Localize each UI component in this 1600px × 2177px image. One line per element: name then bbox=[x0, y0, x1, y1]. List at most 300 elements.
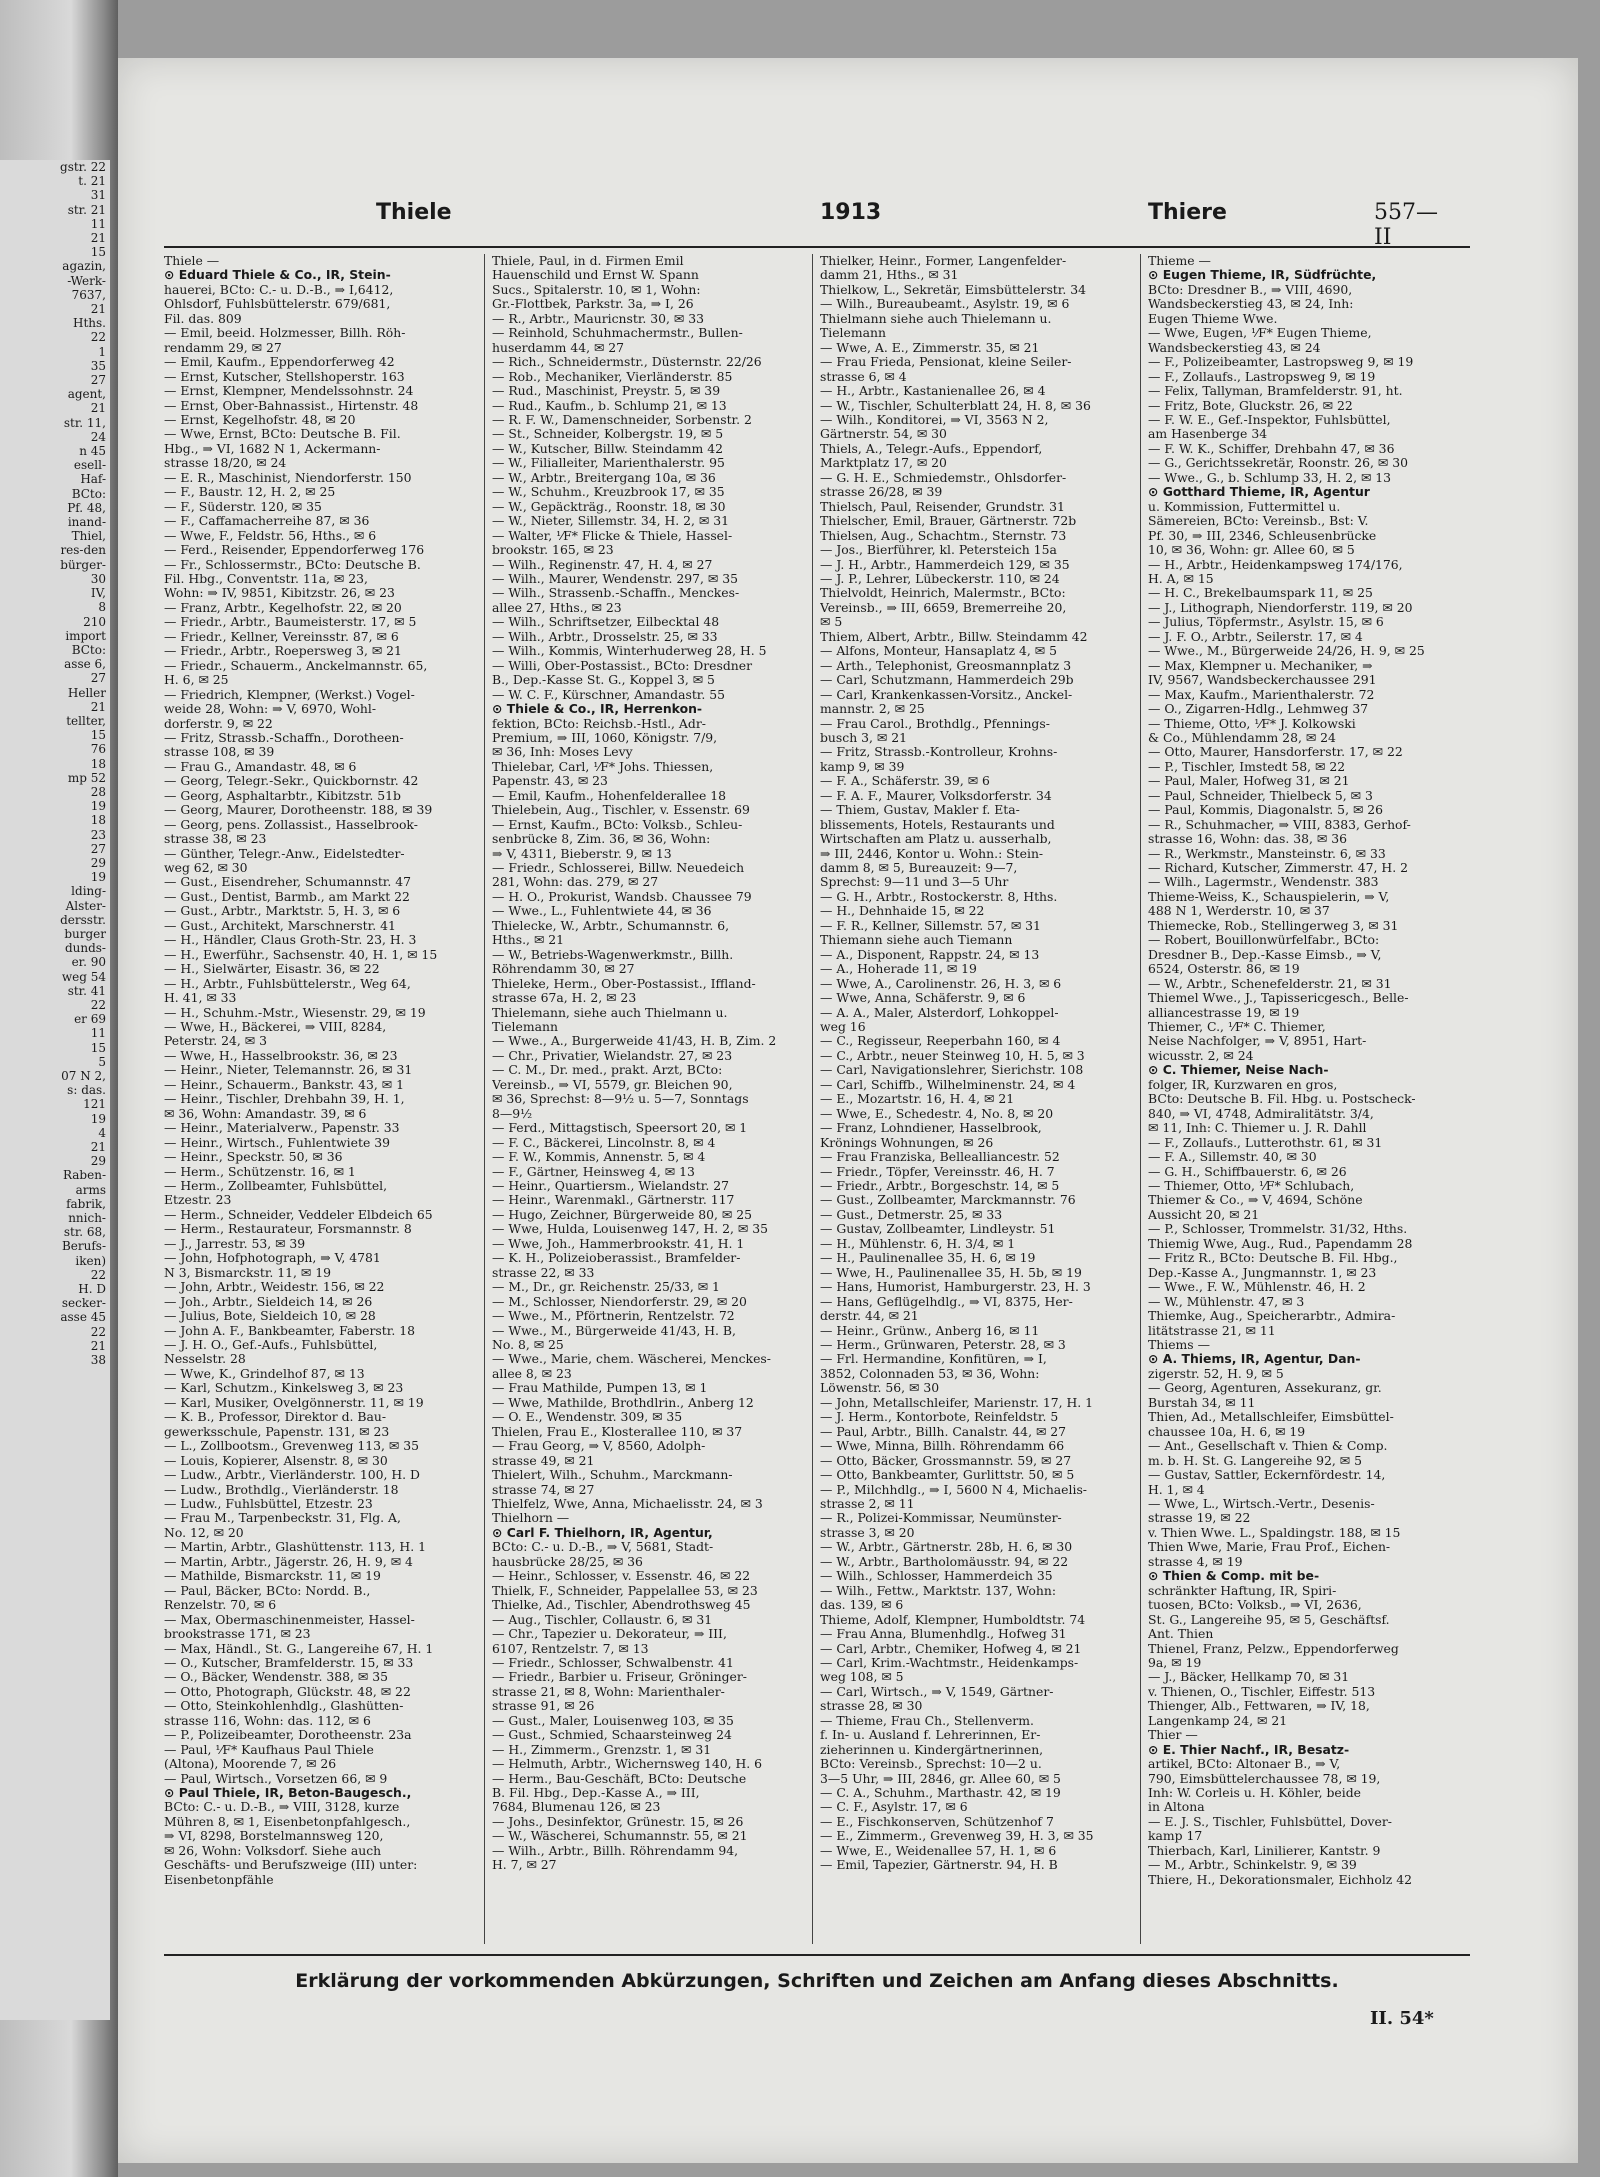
entry-line: Thielebein, Aug., Tischler, v. Essenstr. 69 bbox=[492, 803, 750, 818]
entry-line: — Wwe, L., Wirtsch.-Vertr., Desenis- bbox=[1148, 1496, 1375, 1511]
entry-line: — P., Polizeibeamter, Dorotheenstr. 23a bbox=[164, 1728, 412, 1743]
entry-line: — Wilh., Lagermstr., Wendenstr. 383 bbox=[1148, 875, 1379, 890]
previous-page-line: 15 bbox=[90, 728, 106, 743]
previous-page-line: Haf- bbox=[80, 472, 106, 487]
previous-page-line: Hths. bbox=[73, 316, 106, 331]
previous-page-line: weg 54 bbox=[61, 969, 106, 984]
entry-line: wicusstr. 2, ✉ 24 bbox=[1148, 1048, 1254, 1063]
entry-line: — W., Mühlenstr. 47, ✉ 3 bbox=[1148, 1294, 1305, 1309]
entry-line: — H., Dehnhaide 15, ✉ 22 bbox=[820, 904, 985, 919]
previous-page-line: n 45 bbox=[79, 444, 106, 459]
entry-line: — Georg, Asphaltarbtr., Kibitzstr. 51b bbox=[164, 788, 401, 803]
entry-line: — Wwe., M., Bürgerweide 24/26, H. 9, ✉ 25 bbox=[1148, 644, 1425, 659]
entry-line: — F. A. F., Maurer, Volksdorferstr. 34 bbox=[820, 788, 1052, 803]
entry-line: — Frau Anna, Blumenhdlg., Hofweg 31 bbox=[820, 1627, 1067, 1642]
entry-line: — Thiem, Gustav, Makler f. Eta- bbox=[820, 803, 1020, 818]
entry-line: — Otto, Bankbeamter, Gurlittstr. 50, ✉ 5 bbox=[820, 1468, 1075, 1483]
entry-line: — Paul, ⅟F* Kaufhaus Paul Thiele bbox=[164, 1742, 374, 1757]
entry-line: H. A, ✉ 15 bbox=[1148, 571, 1214, 586]
previous-page-line: mp 52 bbox=[67, 770, 106, 785]
entry-line: weg 108, ✉ 5 bbox=[820, 1670, 904, 1685]
entry-line: — G. H., Schiffbauerstr. 6, ✉ 26 bbox=[1148, 1164, 1347, 1179]
previous-page-line: er 69 bbox=[74, 1012, 106, 1027]
entry-line: Thiere, H., Dekorationsmaler, Eichholz 42 bbox=[1148, 1872, 1413, 1887]
entry-line: — Robert, Bouillonwürfelfabr., BCto: bbox=[1148, 933, 1380, 948]
entry-line: & Co., Mühlendamm 28, ✉ 24 bbox=[1148, 730, 1336, 745]
entry-line: ⊙ Eugen Thieme, IR, Südfrüchte, bbox=[1148, 268, 1377, 283]
entry-line: strasse 16, Wohn: das. 38, ✉ 36 bbox=[1148, 832, 1347, 847]
previous-page-line: 18 bbox=[90, 813, 106, 828]
entry-line: — Wwe, Ernst, BCto: Deutsche B. Fil. bbox=[164, 427, 401, 442]
entry-line: — Frau Carol., Brothdlg., Pfennings- bbox=[820, 716, 1050, 731]
entry-line: — E., Fischkonserven, Schützenhof 7 bbox=[820, 1814, 1054, 1829]
entry-line: BCto: C.- u. D.-B., ⇒ VIII, 3128, kurze bbox=[164, 1800, 400, 1815]
entry-line: — Gustav, Zollbeamter, Lindleystr. 51 bbox=[820, 1222, 1056, 1237]
entry-line: — Emil, beeid. Holzmesser, Billh. Röh- bbox=[164, 326, 406, 341]
entry-line: — Carl, Arbtr., Chemiker, Hofweg 4, ✉ 21 bbox=[820, 1641, 1082, 1656]
entry-line: — A., Disponent, Rappstr. 24, ✉ 13 bbox=[820, 947, 1040, 962]
column-3 bbox=[820, 254, 1141, 1944]
entry-line: rendamm 29, ✉ 27 bbox=[164, 340, 282, 355]
entry-line: — Frau Mathilde, Pumpen 13, ✉ 1 bbox=[492, 1381, 708, 1396]
entry-line: — Heinr., Tischler, Drehbahn 39, H. 1, bbox=[164, 1092, 405, 1107]
previous-page-line: 1 bbox=[98, 344, 106, 359]
previous-page-line: 15 bbox=[90, 245, 106, 260]
entry-line: — Fritz, Bote, Gluckstr. 26, ✉ 22 bbox=[1148, 398, 1353, 413]
entry-line: — R., Arbtr., Mauricnstr. 30, ✉ 33 bbox=[492, 311, 705, 326]
entry-line: Thielsch, Paul, Reisender, Grundstr. 31 bbox=[820, 499, 1065, 514]
entry-line: artikel, BCto: Altonaer B., ⇒ V, bbox=[1148, 1757, 1341, 1772]
previous-page-line: 22 bbox=[90, 1324, 106, 1339]
previous-page-line: Berufs- bbox=[61, 1239, 106, 1254]
entry-line: weg 62, ✉ 30 bbox=[164, 861, 248, 876]
entry-line: — W., Arbtr., Gärtnerstr. 28b, H. 6, ✉ 30 bbox=[820, 1540, 1073, 1555]
previous-page-line: agent, bbox=[67, 387, 106, 402]
entry-line: Thielemann, siehe auch Thielmann u. bbox=[492, 1005, 728, 1020]
entry-line: — Wilh., Strassenb.-Schaffn., Menckes- bbox=[492, 586, 740, 601]
entry-line: — Wwe, K., Grindelhof 87, ✉ 13 bbox=[164, 1366, 365, 1381]
entry-line: — O., Kutscher, Bramfelderstr. 15, ✉ 33 bbox=[164, 1655, 414, 1670]
entry-line: — Frau M., Tarpenbeckstr. 31, Flg. A, bbox=[164, 1511, 401, 1526]
entry-line: Thiele, Paul, in d. Firmen Emil bbox=[492, 254, 684, 268]
entry-line: Pf. 30, ⇒ III, 2346, Schleusenbrücke bbox=[1148, 528, 1377, 543]
entry-line: Ant. Thien bbox=[1148, 1627, 1214, 1642]
entry-line: — Paul, Schneider, Thielbeck 5, ✉ 3 bbox=[1148, 788, 1373, 803]
entry-line: — Johs., Desinfektor, Grünestr. 15, ✉ 26 bbox=[492, 1814, 744, 1829]
entry-line: ⊙ Thiele & Co., IR, Herrenkon- bbox=[492, 702, 703, 717]
header-page-number: 557—II bbox=[1374, 200, 1438, 250]
entry-line: busch 3, ✉ 21 bbox=[820, 730, 907, 745]
entry-line: — Gust., Detmerstr. 25, ✉ 33 bbox=[820, 1207, 1003, 1222]
entry-line: — Hans, Humorist, Hamburgerstr. 23, H. 3 bbox=[820, 1280, 1091, 1295]
previous-page-line: 4 bbox=[98, 1125, 106, 1140]
entry-line: — Ernst, Kegelhofstr. 48, ✉ 20 bbox=[164, 412, 356, 427]
entry-line: — K. B., Professor, Direktor d. Bau- bbox=[164, 1410, 387, 1425]
entry-line: — Gust., Architekt, Marschnerstr. 41 bbox=[164, 918, 396, 933]
entry-line: mannstr. 2, ✉ 25 bbox=[820, 702, 925, 717]
entry-line: ✉ 36, Inh: Moses Levy bbox=[492, 745, 633, 760]
entry-line: Wirtschaften am Platz u. ausserhalb, bbox=[820, 832, 1052, 847]
entry-line: strasse 116, Wohn: das. 112, ✉ 6 bbox=[164, 1713, 371, 1728]
previous-page-line: 31 bbox=[90, 188, 106, 203]
entry-line: — F., Gärtner, Heinsweg 4, ✉ 13 bbox=[492, 1164, 695, 1179]
entry-line: — F., Zollaufs., Lastropsweg 9, ✉ 19 bbox=[1148, 369, 1376, 384]
entry-line: — Heinr., Speckstr. 50, ✉ 36 bbox=[164, 1150, 343, 1165]
entry-line: dorferstr. 9, ✉ 22 bbox=[164, 716, 273, 731]
entry-line: — Heinr., Materialverw., Papenstr. 33 bbox=[164, 1121, 400, 1136]
column-1 bbox=[164, 254, 485, 1944]
entry-line: — Fritz, Strassb.-Schaffn., Dorotheen- bbox=[164, 730, 404, 745]
entry-line: — L., Zollbootsm., Grevenweg 113, ✉ 35 bbox=[164, 1439, 420, 1454]
entry-line: — Georg, pens. Zollassist., Hasselbrook- bbox=[164, 817, 418, 832]
entry-line: — K. H., Polizeioberassist., Bramfelder- bbox=[492, 1251, 741, 1266]
entry-line: — Carl, Krim.-Wachtmstr., Heidenkamps- bbox=[820, 1655, 1079, 1670]
entry-line: — Wwe, A., Carolinenstr. 26, H. 3, ✉ 6 bbox=[820, 976, 1062, 991]
entry-line: — Gust., Schmied, Schaarsteinweg 24 bbox=[492, 1728, 732, 1743]
entry-line: St. G., Langereihe 95, ✉ 5, Geschäftsf. bbox=[1148, 1612, 1390, 1627]
entry-line: — Carl, Wirtsch., ⇒ V, 1549, Gärtner- bbox=[820, 1684, 1054, 1699]
entry-line: — Georg, Agenturen, Assekuranz, gr. bbox=[1148, 1381, 1382, 1396]
entry-line: — Franz, Lohndiener, Hasselbrook, bbox=[820, 1121, 1042, 1136]
entry-line: Thieme, Adolf, Klempner, Humboldtstr. 74 bbox=[820, 1612, 1086, 1627]
entry-line: — Wilh., Arbtr., Drosselstr. 25, ✉ 33 bbox=[492, 629, 718, 644]
previous-page-line: 7637, bbox=[71, 287, 106, 302]
previous-page-line: str. 41 bbox=[67, 983, 106, 998]
entry-line: — H., Arbtr., Kastanienallee 26, ✉ 4 bbox=[820, 384, 1046, 399]
entry-line: — Wwe., A., Burgerweide 41/43, H. B, Zim. 2 bbox=[492, 1034, 777, 1049]
entry-line: — Wwe, H., Paulinenallee 35, H. 5b, ✉ 19 bbox=[820, 1265, 1082, 1280]
previous-page-line: asse 6, bbox=[64, 657, 106, 672]
entry-line: ⊙ Thien & Comp. mit be- bbox=[1148, 1569, 1320, 1584]
entry-line: — E. J. S., Tischler, Fuhlsbüttel, Dover- bbox=[1148, 1814, 1392, 1829]
entry-line: strasse 38, ✉ 23 bbox=[164, 832, 267, 847]
entry-line: — F. W. K., Schiffer, Drehbahn 47, ✉ 36 bbox=[1148, 441, 1395, 456]
entry-line: strasse 49, ✉ 21 bbox=[492, 1453, 595, 1468]
previous-page-line: 22 bbox=[90, 997, 106, 1012]
entry-line: — E., Zimmerm., Grevenweg 39, H. 3, ✉ 35 bbox=[820, 1829, 1094, 1844]
entry-line: ⊙ A. Thiems, IR, Agentur, Dan- bbox=[1148, 1352, 1361, 1367]
entry-line: 6107, Rentzelstr. 7, ✉ 13 bbox=[492, 1641, 649, 1656]
entry-line: — Wwe., F. W., Mühlenstr. 46, H. 2 bbox=[1148, 1280, 1366, 1295]
entry-line: — Max, Klempner u. Mechaniker, ⇒ bbox=[1148, 658, 1373, 673]
previous-page-line: 18 bbox=[90, 756, 106, 771]
entry-line: Gr.-Flottbek, Parkstr. 3a, ⇒ I, 26 bbox=[492, 297, 694, 312]
entry-line: Eisenbetonpfähle bbox=[164, 1872, 274, 1887]
entry-line: Papenstr. 43, ✉ 23 bbox=[492, 774, 608, 789]
entry-line: — Wilh., Schlosser, Hammerdeich 35 bbox=[820, 1569, 1053, 1584]
entry-line: — G. H. E., Schmiedemstr., Ohlsdorfer- bbox=[820, 470, 1067, 485]
entry-line: — Max, Händl., St. G., Langereihe 67, H. 1 bbox=[164, 1641, 434, 1656]
entry-line: — Friedr., Kellner, Vereinsstr. 87, ✉ 6 bbox=[164, 629, 399, 644]
entry-line: Premium, ⇒ III, 1060, Königstr. 7/9, bbox=[492, 730, 718, 745]
entry-line: — Rud., Maschinist, Preystr. 5, ✉ 39 bbox=[492, 384, 721, 399]
previous-page-line: 29 bbox=[90, 855, 106, 870]
entry-line: Thiemer, C., ⅟F* C. Thiemer, bbox=[1148, 1020, 1326, 1035]
entry-line: — W., Arbtr., Schenefelderstr. 21, ✉ 31 bbox=[1148, 976, 1392, 991]
entry-line: — F. W., Kommis, Annenstr. 5, ✉ 4 bbox=[492, 1150, 706, 1165]
previous-page-line: 19 bbox=[90, 799, 106, 814]
entry-line: Dresdner B., Dep.-Kasse Eimsb., ⇒ V, bbox=[1148, 947, 1382, 962]
entry-line: — J. H., Arbtr., Hammerdeich 129, ✉ 35 bbox=[820, 557, 1070, 572]
entry-line: v. Thienen, O., Tischler, Eiffestr. 513 bbox=[1148, 1684, 1376, 1699]
entry-line: — Paul, Wirtsch., Vorsetzen 66, ✉ 9 bbox=[164, 1771, 388, 1786]
previous-page-line: 5 bbox=[98, 1054, 106, 1069]
entry-line: Mühren 8, ✉ 1, Eisenbetonpfahlgesch., bbox=[164, 1814, 411, 1829]
previous-page-line: 21 bbox=[90, 231, 106, 246]
entry-line: — Friedrich, Klempner, (Werkst.) Vogel- bbox=[164, 687, 415, 702]
entry-line: Thielsen, Aug., Schachtm., Sternstr. 73 bbox=[820, 528, 1067, 543]
previous-page-line: er. 90 bbox=[71, 955, 106, 970]
entry-line: — H., Mühlenstr. 6, H. 3/4, ✉ 1 bbox=[820, 1236, 1016, 1251]
entry-line: ✉ 11, Inh: C. Thiemer u. J. R. Dahll bbox=[1148, 1121, 1367, 1136]
entry-line: — Wilh., Maurer, Wendenstr. 297, ✉ 35 bbox=[492, 571, 738, 586]
entry-line: — Frau Franziska, Bellealliancestr. 52 bbox=[820, 1150, 1060, 1165]
entry-line: — Paul, Arbtr., Billh. Canalstr. 44, ✉ 27 bbox=[820, 1424, 1067, 1439]
previous-page-line: 30 bbox=[90, 571, 106, 586]
entry-line: — Wwe, Joh., Hammerbrookstr. 41, H. 1 bbox=[492, 1236, 745, 1251]
entry-line: strasse 6, ✉ 4 bbox=[820, 369, 907, 384]
header-right: Thiere bbox=[1148, 200, 1227, 225]
directory-columns bbox=[164, 254, 1470, 1944]
entry-line: — Karl, Musiker, Ovelgönnerstr. 11, ✉ 19 bbox=[164, 1395, 424, 1410]
entry-line: — Ludw., Fuhlsbüttel, Etzestr. 23 bbox=[164, 1496, 373, 1511]
entry-line: schränkter Haftung, IR, Spiri- bbox=[1148, 1583, 1337, 1598]
entry-line: Fil. das. 809 bbox=[164, 311, 242, 326]
entry-line: 840, ⇒ VI, 4748, Admiralitätstr. 3/4, bbox=[1148, 1106, 1374, 1121]
entry-line: huserdamm 44, ✉ 27 bbox=[492, 340, 625, 355]
entry-line: — Georg, Maurer, Dorotheenstr. 188, ✉ 39 bbox=[164, 803, 433, 818]
entry-line: — W., Wäscherei, Schumannstr. 55, ✉ 21 bbox=[492, 1829, 748, 1844]
previous-page-line: 19 bbox=[90, 1111, 106, 1126]
entry-line: — H., Händler, Claus Groth-Str. 23, H. 3 bbox=[164, 933, 417, 948]
previous-page-line: 24 bbox=[90, 429, 106, 444]
entry-line: — Wilh., Arbtr., Billh. Röhrendamm 94, bbox=[492, 1843, 739, 1858]
entry-line: Thienel, Franz, Pelzw., Eppendorferweg bbox=[1148, 1641, 1399, 1656]
entry-line: — John, Metallschleifer, Marienstr. 17, H. 1 bbox=[820, 1395, 1094, 1410]
previous-page-line: 27 bbox=[90, 671, 106, 686]
previous-page-line: gstr. 22 bbox=[60, 160, 106, 174]
entry-line: Thier — bbox=[1148, 1728, 1198, 1743]
entry-line: strasse 21, ✉ 8, Wohn: Marienthaler- bbox=[492, 1684, 725, 1699]
previous-page-line: 21 bbox=[90, 699, 106, 714]
entry-line: BCto: Deutsche B. Fil. Hbg. u. Postscheck- bbox=[1148, 1092, 1416, 1107]
entry-line: — F. W. E., Gef.-Inspektor, Fuhlsbüttel, bbox=[1148, 412, 1391, 427]
entry-line: — Ernst, Klempner, Mendelssohnstr. 24 bbox=[164, 384, 414, 399]
entry-line: — W., Gepäckträg., Roonstr. 18, ✉ 30 bbox=[492, 499, 726, 514]
entry-line: Aussicht 20, ✉ 21 bbox=[1148, 1207, 1260, 1222]
entry-line: — O., Zigarren-Hdlg., Lehmweg 37 bbox=[1148, 702, 1369, 717]
entry-line: B., Dep.-Kasse St. G., Koppel 3, ✉ 5 bbox=[492, 673, 715, 688]
previous-page-line: 38 bbox=[90, 1353, 106, 1368]
entry-line: — H. C., Brekelbaumspark 11, ✉ 25 bbox=[1148, 586, 1373, 601]
entry-line: Thien, Ad., Metallschleifer, Eimsbüttel- bbox=[1148, 1410, 1394, 1425]
entry-line: — J., Lithograph, Niendorferstr. 119, ✉ 20 bbox=[1148, 600, 1413, 615]
entry-line: 488 N 1, Werderstr. 10, ✉ 37 bbox=[1148, 904, 1330, 919]
previous-page-line: lding- bbox=[71, 884, 106, 899]
entry-line: — H. O., Prokurist, Wandsb. Chaussee 79 bbox=[492, 889, 752, 904]
previous-page-line: str. 11, bbox=[63, 415, 106, 430]
entry-line: — Jos., Bierführer, kl. Petersteich 15a bbox=[820, 543, 1057, 558]
entry-line: — Ferd., Mittagstisch, Speersort 20, ✉ 1 bbox=[492, 1121, 748, 1136]
entry-line: — Frau G., Amandastr. 48, ✉ 6 bbox=[164, 759, 357, 774]
entry-line: — C., Arbtr., neuer Steinweg 10, H. 5, ✉ 3 bbox=[820, 1048, 1085, 1063]
previous-page-line: bürger- bbox=[60, 557, 106, 572]
entry-line: — Paul, Kommis, Diagonalstr. 5, ✉ 26 bbox=[1148, 803, 1384, 818]
entry-line: Thielvoldt, Heinrich, Malermstr., BCto: bbox=[820, 586, 1066, 601]
entry-line: — Friedr., Barbier u. Friseur, Gröninger- bbox=[492, 1670, 747, 1685]
entry-line: Thiemecke, Rob., Stellingerweg 3, ✉ 31 bbox=[1148, 918, 1399, 933]
entry-line: — Herm., Restaurateur, Forsmannstr. 8 bbox=[164, 1222, 412, 1237]
entry-line: v. Thien Wwe. L., Spaldingstr. 188, ✉ 15 bbox=[1148, 1525, 1401, 1540]
previous-page-line: 27 bbox=[90, 373, 106, 388]
entry-line: No. 8, ✉ 25 bbox=[492, 1337, 564, 1352]
previous-page-line: burger bbox=[64, 926, 106, 941]
entry-line: — Ferd., Reisender, Eppendorferweg 176 bbox=[164, 543, 425, 558]
entry-line: zieherinnen u. Kindergärtnerinnen, bbox=[820, 1742, 1044, 1757]
entry-line: — E. R., Maschinist, Niendorferstr. 150 bbox=[164, 470, 412, 485]
entry-line: — Wwe., G., b. Schlump 33, H. 2, ✉ 13 bbox=[1148, 470, 1392, 485]
entry-line: — Chr., Tapezier u. Dekorateur, ⇒ III, bbox=[492, 1627, 727, 1642]
entry-line: hausbrücke 28/25, ✉ 36 bbox=[492, 1554, 643, 1569]
entry-line: senbrücke 8, Zim. 36, ✉ 36, Wohn: bbox=[492, 832, 711, 847]
previous-page-line: 27 bbox=[90, 841, 106, 856]
entry-line: — Hugo, Zeichner, Bürgerweide 80, ✉ 25 bbox=[492, 1207, 752, 1222]
entry-line: weide 28, Wohn: ⇒ V, 6970, Wohl- bbox=[164, 702, 377, 717]
entry-line: Thiem, Albert, Arbtr., Billw. Steindamm 42 bbox=[820, 629, 1088, 644]
entry-line: BCto: Vereinsb., Sprechst: 10—2 u. bbox=[820, 1757, 1042, 1772]
entry-line: ✉ 5 bbox=[820, 615, 843, 630]
entry-line: allee 27, Hths., ✉ 23 bbox=[492, 600, 622, 615]
entry-line: ⇒ V, 4311, Bieberstr. 9, ✉ 13 bbox=[492, 846, 672, 861]
entry-line: — J. F. O., Arbtr., Seilerstr. 17, ✉ 4 bbox=[1148, 629, 1363, 644]
entry-line: folger, IR, Kurzwaren en gros, bbox=[1148, 1077, 1338, 1092]
previous-page-line: BCto: bbox=[71, 642, 106, 657]
entry-line: — Otto, Maurer, Hansdorferstr. 17, ✉ 22 bbox=[1148, 745, 1403, 760]
entry-line: — Walter, ⅟F* Flicke & Thiele, Hassel- bbox=[492, 528, 733, 543]
previous-page-line: inand- bbox=[67, 515, 106, 530]
previous-page-line: t. 21 bbox=[78, 174, 106, 189]
entry-line: — Heinr., Quartiersm., Wielandstr. 27 bbox=[492, 1179, 729, 1193]
entry-line: — Wwe, Eugen, ⅟F* Eugen Thieme, bbox=[1148, 326, 1372, 341]
entry-line: — Chr., Privatier, Wielandstr. 27, ✉ 23 bbox=[492, 1048, 733, 1063]
entry-line: N 3, Bismarckstr. 11, ✉ 19 bbox=[164, 1265, 331, 1280]
entry-line: — Emil, Kaufm., Hohenfelderallee 18 bbox=[492, 788, 727, 803]
entry-line: 6524, Osterstr. 86, ✉ 19 bbox=[1148, 962, 1300, 977]
entry-line: Thiemke, Aug., Speicherarbtr., Admira- bbox=[1148, 1309, 1396, 1324]
entry-line: H. 7, ✉ 27 bbox=[492, 1858, 557, 1873]
entry-line: — C. M., Dr. med., prakt. Arzt, BCto: bbox=[492, 1063, 723, 1078]
entry-line: Dep.-Kasse A., Jungmannstr. 1, ✉ 23 bbox=[1148, 1265, 1377, 1280]
entry-line: Thien Wwe, Marie, Frau Prof., Eichen- bbox=[1148, 1540, 1391, 1555]
entry-line: — F., Polizeibeamter, Lastropsweg 9, ✉ 19 bbox=[1148, 355, 1414, 370]
previous-page-line: asse 45 bbox=[60, 1310, 106, 1325]
entry-line: — Frau Georg, ⇒ V, 8560, Adolph- bbox=[492, 1439, 706, 1454]
entry-line: Langenkamp 24, ✉ 21 bbox=[1148, 1713, 1288, 1728]
entry-line: — W., Kutscher, Billw. Steindamm 42 bbox=[492, 441, 723, 456]
entry-line: — Wilh., Konditorei, ⇒ VI, 3563 N 2, bbox=[820, 412, 1049, 427]
entry-line: — Wwe, H., Bäckerei, ⇒ VIII, 8284, bbox=[164, 1020, 387, 1035]
entry-line: — Rob., Mechaniker, Vierländerstr. 85 bbox=[492, 369, 733, 384]
entry-line: — Otto, Steinkohlenhdlg., Glashütten- bbox=[164, 1699, 404, 1714]
entry-line: (Altona), Moorende 7, ✉ 26 bbox=[164, 1757, 337, 1772]
entry-line: ⇒ III, 2446, Kontor u. Wohn.: Stein- bbox=[820, 846, 1044, 861]
entry-line: — G. H., Arbtr., Rostockerstr. 8, Hths. bbox=[820, 889, 1058, 904]
entry-line: — Ludw., Brothdlg., Vierländerstr. 18 bbox=[164, 1482, 399, 1497]
entry-line: chaussee 10a, H. 6, ✉ 19 bbox=[1148, 1424, 1306, 1439]
entry-line: — Max, Kaufm., Marienthalerstr. 72 bbox=[1148, 687, 1375, 702]
entry-line: — Wwe, A. E., Zimmerstr. 35, ✉ 21 bbox=[820, 340, 1040, 355]
entry-line: Thiels, A., Telegr.-Aufs., Eppendorf, bbox=[820, 441, 1043, 456]
entry-line: — W., Arbtr., Breitergang 10a, ✉ 36 bbox=[492, 470, 716, 485]
previous-page-line: 21 bbox=[90, 1140, 106, 1155]
entry-line: — Wwe, E., Schedestr. 4, No. 8, ✉ 20 bbox=[820, 1106, 1054, 1121]
entry-line: 790, Eimsbüttelerchaussee 78, ✉ 19, bbox=[1148, 1771, 1381, 1786]
entry-line: strasse 19, ✉ 22 bbox=[1148, 1511, 1251, 1526]
previous-page-line: arms bbox=[75, 1182, 106, 1197]
entry-line: BCto: Dresdner B., ⇒ VIII, 4690, bbox=[1148, 282, 1353, 297]
entry-line: ✉ 36, Wohn: Amandastr. 39, ✉ 6 bbox=[164, 1106, 367, 1121]
previous-page-line: 21 bbox=[90, 1338, 106, 1353]
previous-page-line: esell- bbox=[73, 458, 106, 473]
entry-line: — F., Baustr. 12, H. 2, ✉ 25 bbox=[164, 485, 336, 500]
entry-line: ⇒ VI, 8298, Borstelmannsweg 120, bbox=[164, 1829, 384, 1844]
entry-line: fektion, BCto: Reichsb.-Hstl., Adr- bbox=[492, 716, 706, 731]
entry-line: hauerei, BCto: C.- u. D.-B., ⇒ I,6412, bbox=[164, 282, 394, 297]
previous-page-line: IV, bbox=[90, 586, 106, 601]
entry-line: Thielk, F., Schneider, Pappelallee 53, ✉ 23 bbox=[492, 1583, 758, 1598]
entry-line: blissements, Hotels, Restaurants und bbox=[820, 817, 1055, 832]
entry-line: — Friedr., Arbtr., Baumeisterstr. 17, ✉ 5 bbox=[164, 615, 417, 630]
entry-line: Thienger, Alb., Fettwaren, ⇒ IV, 18, bbox=[1148, 1699, 1370, 1714]
entry-line: strasse 3, ✉ 20 bbox=[820, 1525, 915, 1540]
entry-line: Röhrendamm 30, ✉ 27 bbox=[492, 962, 635, 977]
entry-line: — F., Zollaufs., Lutterothstr. 61, ✉ 31 bbox=[1148, 1135, 1383, 1150]
entry-line: — John, Hofphotograph, ⇒ V, 4781 bbox=[164, 1251, 381, 1266]
entry-line: — Louis, Kopierer, Alsenstr. 8, ✉ 30 bbox=[164, 1453, 388, 1468]
entry-line: Thieleke, Herm., Ober-Postassist., Iffland- bbox=[492, 976, 756, 991]
entry-line: strasse 67a, H. 2, ✉ 23 bbox=[492, 991, 637, 1006]
entry-line: — R., Schuhmacher, ⇒ VIII, 8383, Gerhof- bbox=[1148, 817, 1411, 832]
entry-line: strasse 108, ✉ 39 bbox=[164, 745, 275, 760]
entry-line: Etzestr. 23 bbox=[164, 1193, 232, 1208]
entry-line: No. 12, ✉ 20 bbox=[164, 1525, 244, 1540]
entry-line: — H., Sielwärter, Eisastr. 36, ✉ 22 bbox=[164, 962, 380, 977]
entry-line: — W., Filialleiter, Marienthalerstr. 95 bbox=[492, 456, 725, 471]
entry-line: — H., Zimmerm., Grenzstr. 1, ✉ 31 bbox=[492, 1742, 712, 1757]
entry-line: kamp 9, ✉ 39 bbox=[820, 759, 905, 774]
entry-line: — C. A., Schuhm., Marthastr. 42, ✉ 19 bbox=[820, 1786, 1061, 1801]
previous-page-line: Raben- bbox=[62, 1168, 106, 1183]
entry-line: Thielen, Frau E., Klosterallee 110, ✉ 37 bbox=[492, 1424, 743, 1439]
entry-line: — Gust., Arbtr., Marktstr. 5, H. 3, ✉ 6 bbox=[164, 904, 401, 919]
entry-line: zigerstr. 52, H. 9, ✉ 5 bbox=[1148, 1366, 1284, 1381]
entry-line: — Georg, Telegr.-Sekr., Quickbornstr. 42 bbox=[164, 774, 419, 789]
entry-line: — Richard, Kutscher, Zimmerstr. 47, H. 2 bbox=[1148, 861, 1408, 876]
entry-line: — Friedr., Schlosserei, Billw. Neuedeich bbox=[492, 861, 745, 876]
entry-line: Thielecke, W., Arbtr., Schumannstr. 6, bbox=[492, 918, 730, 933]
header-year: 1913 bbox=[820, 200, 882, 225]
entry-line: Thielert, Wilh., Schuhm., Marckmann- bbox=[492, 1468, 733, 1483]
previous-page-line: 11 bbox=[90, 1026, 106, 1041]
entry-line: — O., Bäcker, Wendenstr. 388, ✉ 35 bbox=[164, 1670, 388, 1685]
entry-line: 281, Wohn: das. 279, ✉ 27 bbox=[492, 875, 659, 890]
entry-line: kamp 17 bbox=[1148, 1829, 1203, 1844]
entry-line: — Herm., Bau-Geschäft, BCto: Deutsche bbox=[492, 1771, 747, 1786]
entry-line: Thieme-Weiss, K., Schauspielerin, ⇒ V, bbox=[1148, 889, 1390, 904]
entry-line: — A., Hoherade 11, ✉ 19 bbox=[820, 962, 977, 977]
entry-line: — Friedr., Töpfer, Vereinsstr. 46, H. 7 bbox=[820, 1164, 1055, 1179]
entry-line: — M., Arbtr., Schinkelstr. 9, ✉ 39 bbox=[1148, 1858, 1357, 1873]
